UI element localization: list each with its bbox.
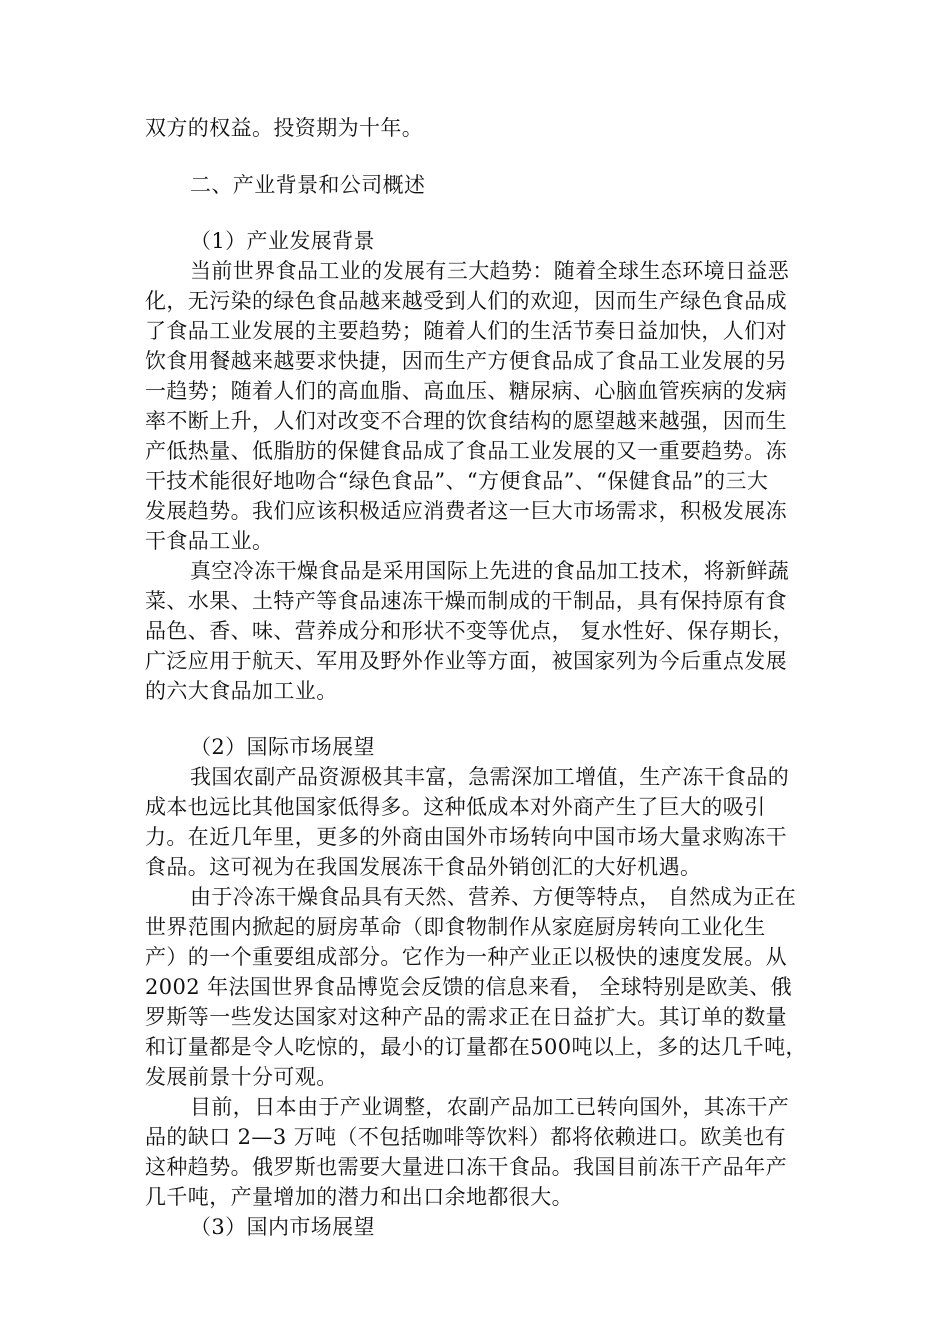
text-line: 罗斯等一些发达国家对这种产品的需求正在日益扩大。其订单的数量	[145, 1005, 787, 1029]
text-line: 我国农副产品资源极其丰富，急需深加工增值，生产冻干食品的	[190, 765, 790, 789]
text-line: 由于冷冻干燥食品具有天然、营养、方便等特点， 自然成为正在	[190, 885, 797, 909]
subsection-heading: （3）国内市场展望	[190, 1215, 375, 1239]
text-line: 品色、香、味、营养成分和形状不变等优点， 复水性好、保存期长，	[145, 619, 795, 643]
text-line: 力。在近几年里，更多的外商由国外市场转向中国市场大量求购冻干	[145, 825, 787, 849]
text-line: 了食品工业发展的主要趋势；随着人们的生活节奏日益加快，人们对	[145, 319, 787, 343]
text-line: 真空冷冻干燥食品是采用国际上先进的食品加工技术，将新鲜蔬	[190, 559, 790, 583]
text-line: 目前，日本由于产业调整，农副产品加工已转向国外，其冻干产	[190, 1095, 790, 1119]
section-heading: 二、产业背景和公司概述	[190, 173, 426, 197]
text-line: 食品。这可视为在我国发展冻干食品外销创汇的大好机遇。	[145, 855, 702, 879]
text-line: 这种趋势。俄罗斯也需要大量进口冻干食品。我国目前冻干产品年产	[145, 1155, 787, 1179]
text-line: 产）的一个重要组成部分。它作为一种产业正以极快的速度发展。从	[145, 945, 787, 969]
text-line: 率不断上升，人们对改变不合理的饮食结构的愿望越来越强，因而生	[145, 409, 787, 433]
text-line: 的六大食品加工业。	[145, 679, 338, 703]
text-line: 双方的权益。投资期为十年。	[145, 116, 424, 140]
text-line: 发展前景十分可观。	[145, 1065, 338, 1089]
text-line: 几千吨，产量增加的潜力和出口余地都很大。	[145, 1185, 573, 1209]
text-line: 和订量都是令人吃惊的，最小的订量都在500吨以上，多的达几千吨，	[145, 1035, 807, 1059]
text-line: 当前世界食品工业的发展有三大趋势：随着全球生态环境日益恶	[190, 259, 790, 283]
text-line: 2002 年法国世界食品博览会反馈的信息来看， 全球特别是欧美、俄	[145, 975, 792, 999]
subsection-heading: （1）产业发展背景	[190, 229, 375, 253]
text-line: 干食品工业。	[145, 529, 274, 553]
text-line: 一趋势；随着人们的高血脂、高血压、糖尿病、心脑血管疾病的发病	[145, 379, 787, 403]
text-line: 发展趋势。我们应该积极适应消费者这一巨大市场需求，积极发展冻	[145, 499, 787, 523]
text-line: 饮食用餐越来越要求快捷，因而生产方便食品成了食品工业发展的另	[145, 349, 787, 373]
text-line: 化，无污染的绿色食品越来越受到人们的欢迎，因而生产绿色食品成	[145, 289, 787, 313]
text-line: 干技术能很好地吻合“绿色食品”、“方便食品”、“保健食品”的三大	[145, 469, 769, 493]
text-line: 品的缺口 2—3 万吨（不包括咖啡等饮料）都将依赖进口。欧美也有	[145, 1125, 786, 1149]
subsection-heading: （2）国际市场展望	[190, 735, 375, 759]
text-line: 广泛应用于航天、军用及野外作业等方面，被国家列为今后重点发展	[145, 649, 787, 673]
text-line: 成本也远比其他国家低得多。这种低成本对外商产生了巨大的吸引	[145, 795, 766, 819]
text-line: 世界范围内掀起的厨房革命（即食物制作从家庭厨房转向工业化生	[145, 915, 766, 939]
text-line: 菜、水果、土特产等食品速冻干燥而制成的干制品，具有保持原有食	[145, 589, 787, 613]
text-line: 产低热量、低脂肪的保健食品成了食品工业发展的又一重要趋势。冻	[145, 439, 787, 463]
